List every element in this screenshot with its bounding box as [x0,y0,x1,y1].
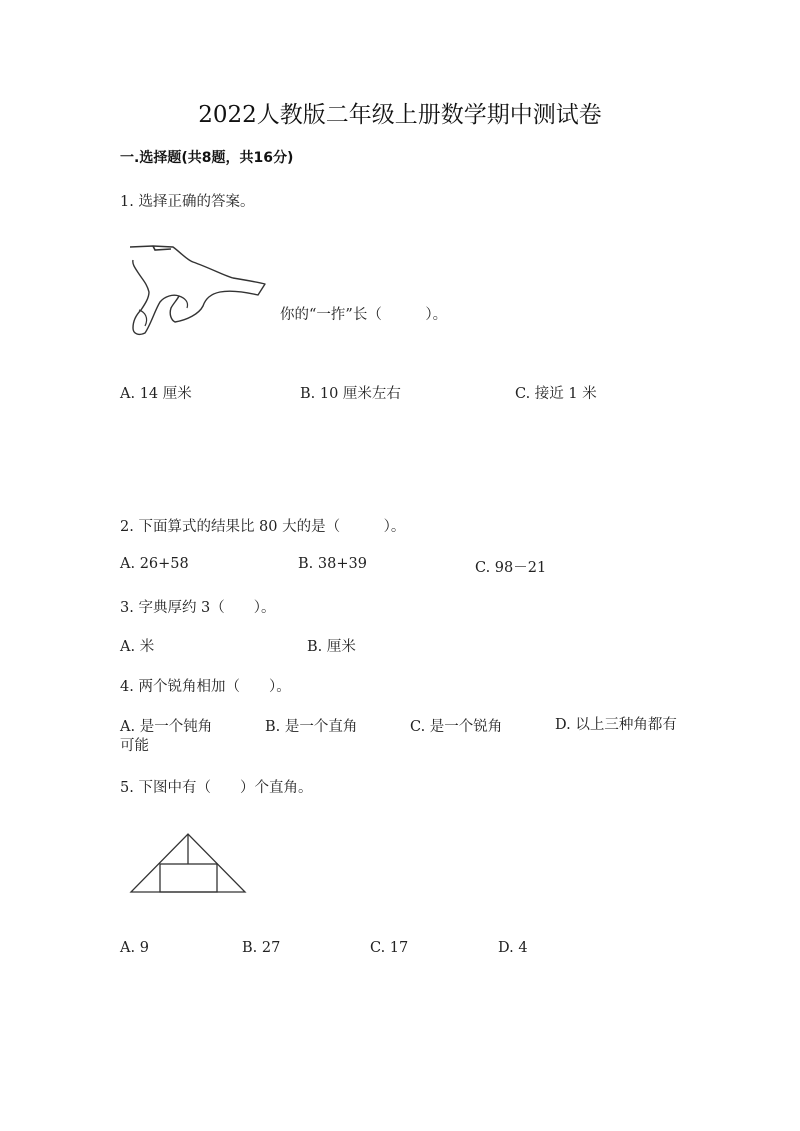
question-2-stem: 2. 下面算式的结果比 80 大的是（ ）。 [120,519,406,535]
question-1-option-c[interactable]: C. 接近 1 米 [515,386,597,402]
question-5-option-d[interactable]: D. 4 [498,940,528,956]
question-5-stem: 5. 下图中有（ ）个直角。 [120,780,313,796]
question-3-stem: 3. 字典厚约 3（ ）。 [120,600,276,616]
question-4-option-d[interactable]: D. 以上三种角都有可能 [120,717,677,754]
question-2-option-b[interactable]: B. 38+39 [298,556,367,572]
hand-span-icon [125,240,275,340]
triangle-rectangle-icon [125,830,255,900]
question-5-option-a[interactable]: A. 9 [120,940,149,956]
question-3-option-b[interactable]: B. 厘米 [307,639,356,655]
question-4-stem: 4. 两个锐角相加（ ）。 [120,679,291,695]
question-1-option-a[interactable]: A. 14 厘米 [120,386,192,402]
question-5-option-b[interactable]: B. 27 [242,940,281,956]
question-4-option-b[interactable]: B. 是一个直角 [265,719,358,735]
question-4-option-c[interactable]: C. 是一个锐角 [410,719,503,735]
question-4-option-a[interactable]: A. 是一个钝角 [120,719,213,735]
question-5-option-c[interactable]: C. 17 [370,940,409,956]
section-heading: 一.选择题(共8题，共16分) [120,150,294,166]
question-2-option-a[interactable]: A. 26+58 [120,556,189,572]
question-1-option-b[interactable]: B. 10 厘米左右 [300,386,401,402]
question-2-option-c[interactable]: C. 98－21 [475,560,547,576]
question-1-stem: 1. 选择正确的答案。 [120,194,255,210]
question-1-figure-text: 你的“一拃”长（ ）。 [280,307,448,323]
page-title: 2022人教版二年级上册数学期中测试卷 [198,102,602,128]
question-3-option-a[interactable]: A. 米 [120,639,155,655]
